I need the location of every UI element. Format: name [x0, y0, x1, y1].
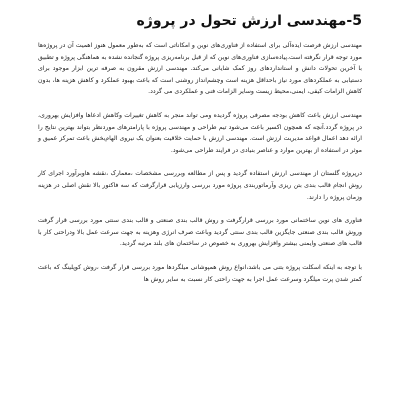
paragraph-budget-reduction: مهندسی ارزش باعث کاهش بودجه مصرفی پروژه گردیده ومی تواند منجر به کاهش تغییرات وکاهش ادعاها وافزایش بهروری، در پروژه گردد.آنچه که همچون اکسیر باعث می‌شود تیم طراحی و مهندسی پروژه با پارامترهای موردنظر بتواند بهترین نتایج را ارائه دهد اعمال قواعد مدیریت ارزش است. مهندسی ارزش با حمایت خلاقیت بعنوان یک نیروی الهام‌بخش باعث تمرکز عمیق و موثر در استفاده از بهترین موارد و عناصر بنیادی در فرایند طراحی می‌شود.	[38, 111, 362, 154]
paragraph-value-engineering-opportunity: مهندسی ارزش فرصت ایده‌آلی برای استفاده از فناوری‌های نوین و امکاناتی است که به‌طور معمول هنوز اهمیت آن در پروژه‌ها مورد توجه قرار نگرفته است.پیاده‌سازی فناوری‌های نوین که از قبل برنامه‌ریزی پروژه گنجانده نشده به هماهنگی پروژه و تطبیق با آخرین تحولات دانش و استانداردهای روز کمک شایانی می‌کند. مهندسی ارزش مقرون به صرفه ترین ابزار موجود برای دستیابی به عملکردهای مورد نیاز باحداقل هزینه است وچشم‌انداز روشنی است که باعث بهبود عملکرد و کاهش هزینه ها، بدون کاهش الزامات کیفی، ایمنی،محیط زیست وسایر الزامات فنی و عملکردی می گردد.	[38, 42, 362, 96]
paragraph-concrete-frame: با توجه به اینکه اسکلت پروژه بتنی می باشد،انواع روش همپوشانی میلگردها مورد بررسی قرار گرفت ،روش کوپلینگ که باعث کمتر شدن پرت میلگرد وسرعت عمل اجرا به جهت راحتی کار نسبت به سایر روش ها	[38, 263, 362, 283]
section-heading: 5-مهندسی ارزش تحول در پروژه	[136, 13, 362, 29]
paragraph-golestan-project: درپروژه گلستان از مهندسی ارزش استفاده گردید و پس از مطالعه وبررسی مشخصات ،معمارک ،نقشه هاوبرآورد اجرای کار روش انجام قالب بندی بتن ریزی وآرماتوربندی پروژه مورد بررسی وارزیابی قرارگرفت که سه فاکتور بالا نقش اصلی در هزینه وزمان پروژه را دارند.	[38, 170, 362, 201]
paragraph-new-technologies: فناوری های نوین ساختمانی مورد بررسی قرارگرفت و روش قالب بندی صنعتی و قالب بندی سنتی مورد بررسی قرار گرفت وروش قالب بندی صنعتی جایگزین قالب بندی سنتی گردید وباعث صرف انرژی وهزینه به جهت سرعت عمل بالا ودراحتی کار با قالب های صنعتی وایمنی بیشتر وافزایش بهروری به خصوص در ساختمان های بلند مرتبه گردید.	[38, 217, 362, 248]
